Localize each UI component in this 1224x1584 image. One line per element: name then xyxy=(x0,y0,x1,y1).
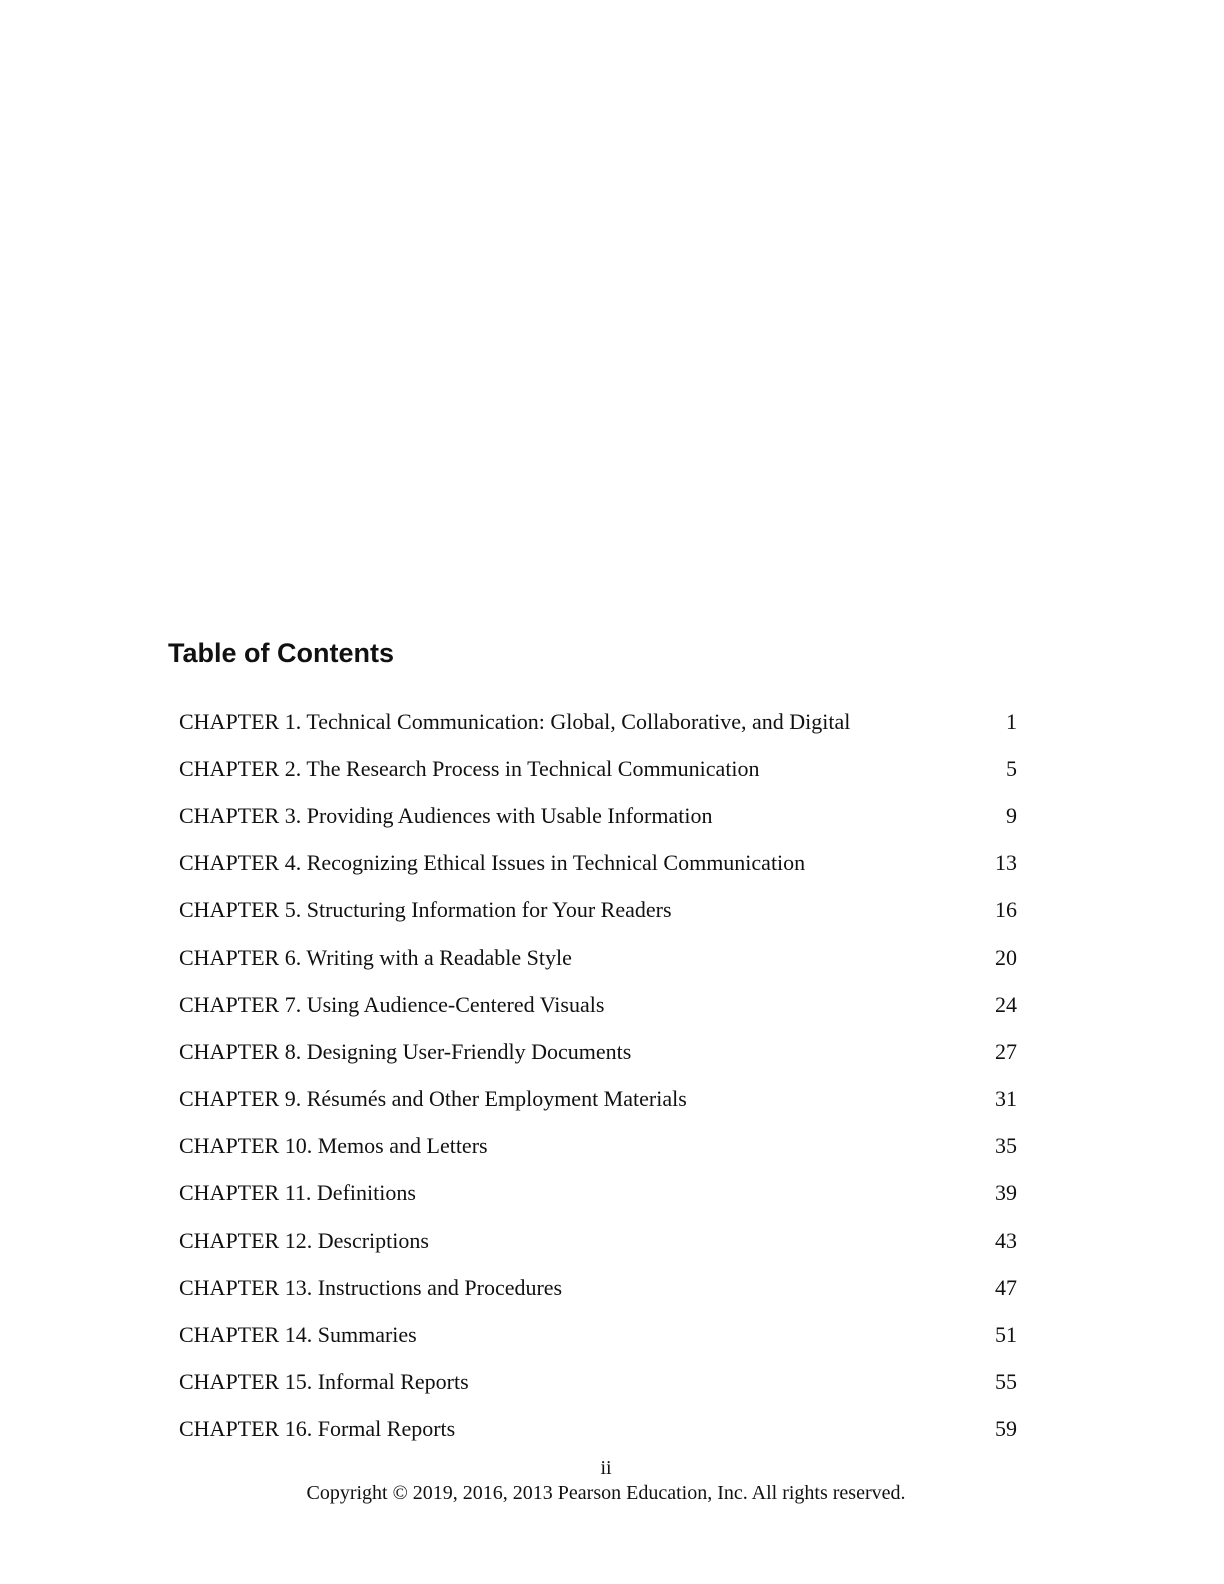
toc-entry-title: CHAPTER 2. The Research Process in Technical Communication xyxy=(179,755,760,781)
toc-entry-title: CHAPTER 7. Using Audience-Centered Visuals xyxy=(179,991,605,1017)
toc-entry-page: 27 xyxy=(995,1038,1017,1064)
page-number: ii xyxy=(600,1457,612,1479)
toc-entry-page: 39 xyxy=(995,1180,1017,1206)
toc-heading: Table of Contents xyxy=(168,638,394,668)
toc-entry-chapter-16[interactable] xyxy=(179,1406,1019,1453)
toc-entry-chapter-2[interactable] xyxy=(179,745,1019,792)
toc-entry-title: CHAPTER 10. Memos and Letters xyxy=(179,1133,488,1159)
toc-entry-chapter-1[interactable] xyxy=(179,698,1019,745)
toc-entry-title: CHAPTER 4. Recognizing Ethical Issues in Technical Communication xyxy=(179,850,806,876)
toc-entry-chapter-12[interactable] xyxy=(179,1217,1019,1264)
toc-entry-chapter-10[interactable] xyxy=(179,1123,1019,1170)
toc-entry-page: 47 xyxy=(995,1274,1017,1300)
toc-entry-title: CHAPTER 11. Definitions xyxy=(179,1180,416,1206)
toc-entry-chapter-15[interactable] xyxy=(179,1359,1019,1406)
toc-entry-chapter-4[interactable] xyxy=(179,840,1019,887)
toc-entry-title: CHAPTER 9. Résumés and Other Employment Materials xyxy=(179,1086,687,1112)
toc-entry-page: 1 xyxy=(1006,708,1017,734)
toc-entry-title: CHAPTER 14. Summaries xyxy=(179,1322,417,1348)
toc-entry-title: CHAPTER 8. Designing User-Friendly Documents xyxy=(179,1038,632,1064)
toc-entry-chapter-14[interactable] xyxy=(179,1311,1019,1358)
toc-entry-title: CHAPTER 1. Technical Communication: Global, Collaborative, and Digital xyxy=(179,708,851,734)
toc-entry-chapter-3[interactable] xyxy=(179,792,1019,839)
toc-list xyxy=(179,698,1019,1453)
toc-entry-page: 59 xyxy=(995,1416,1017,1442)
copyright-notice: Copyright © 2019, 2016, 2013 Pearson Education, Inc. All rights reserved. xyxy=(306,1482,906,1504)
toc-entry-title: CHAPTER 3. Providing Audiences with Usable Information xyxy=(179,802,713,828)
toc-entry-page: 31 xyxy=(995,1086,1017,1112)
toc-entry-chapter-6[interactable] xyxy=(179,934,1019,981)
toc-entry-page: 20 xyxy=(995,944,1017,970)
toc-entry-page: 43 xyxy=(995,1227,1017,1253)
toc-entry-chapter-11[interactable] xyxy=(179,1170,1019,1217)
toc-entry-page: 55 xyxy=(995,1369,1017,1395)
toc-entry-title: CHAPTER 15. Informal Reports xyxy=(179,1369,469,1395)
toc-entry-chapter-13[interactable] xyxy=(179,1264,1019,1311)
toc-entry-title: CHAPTER 12. Descriptions xyxy=(179,1227,429,1253)
toc-entry-page: 16 xyxy=(995,897,1017,923)
toc-entry-page: 13 xyxy=(995,850,1017,876)
toc-entry-title: CHAPTER 5. Structuring Information for Your Readers xyxy=(179,897,672,923)
toc-entry-page: 51 xyxy=(995,1322,1017,1348)
toc-entry-chapter-9[interactable] xyxy=(179,1076,1019,1123)
toc-entry-title: CHAPTER 16. Formal Reports xyxy=(179,1416,456,1442)
toc-entry-chapter-8[interactable] xyxy=(179,1028,1019,1075)
toc-entry-title: CHAPTER 13. Instructions and Procedures xyxy=(179,1274,563,1300)
toc-entry-chapter-5[interactable] xyxy=(179,887,1019,934)
toc-entry-page: 24 xyxy=(995,991,1017,1017)
toc-entry-chapter-7[interactable] xyxy=(179,981,1019,1028)
toc-entry-page: 35 xyxy=(995,1133,1017,1159)
toc-entry-page: 5 xyxy=(1006,755,1017,781)
toc-entry-page: 9 xyxy=(1006,802,1017,828)
toc-entry-title: CHAPTER 6. Writing with a Readable Style xyxy=(179,944,572,970)
